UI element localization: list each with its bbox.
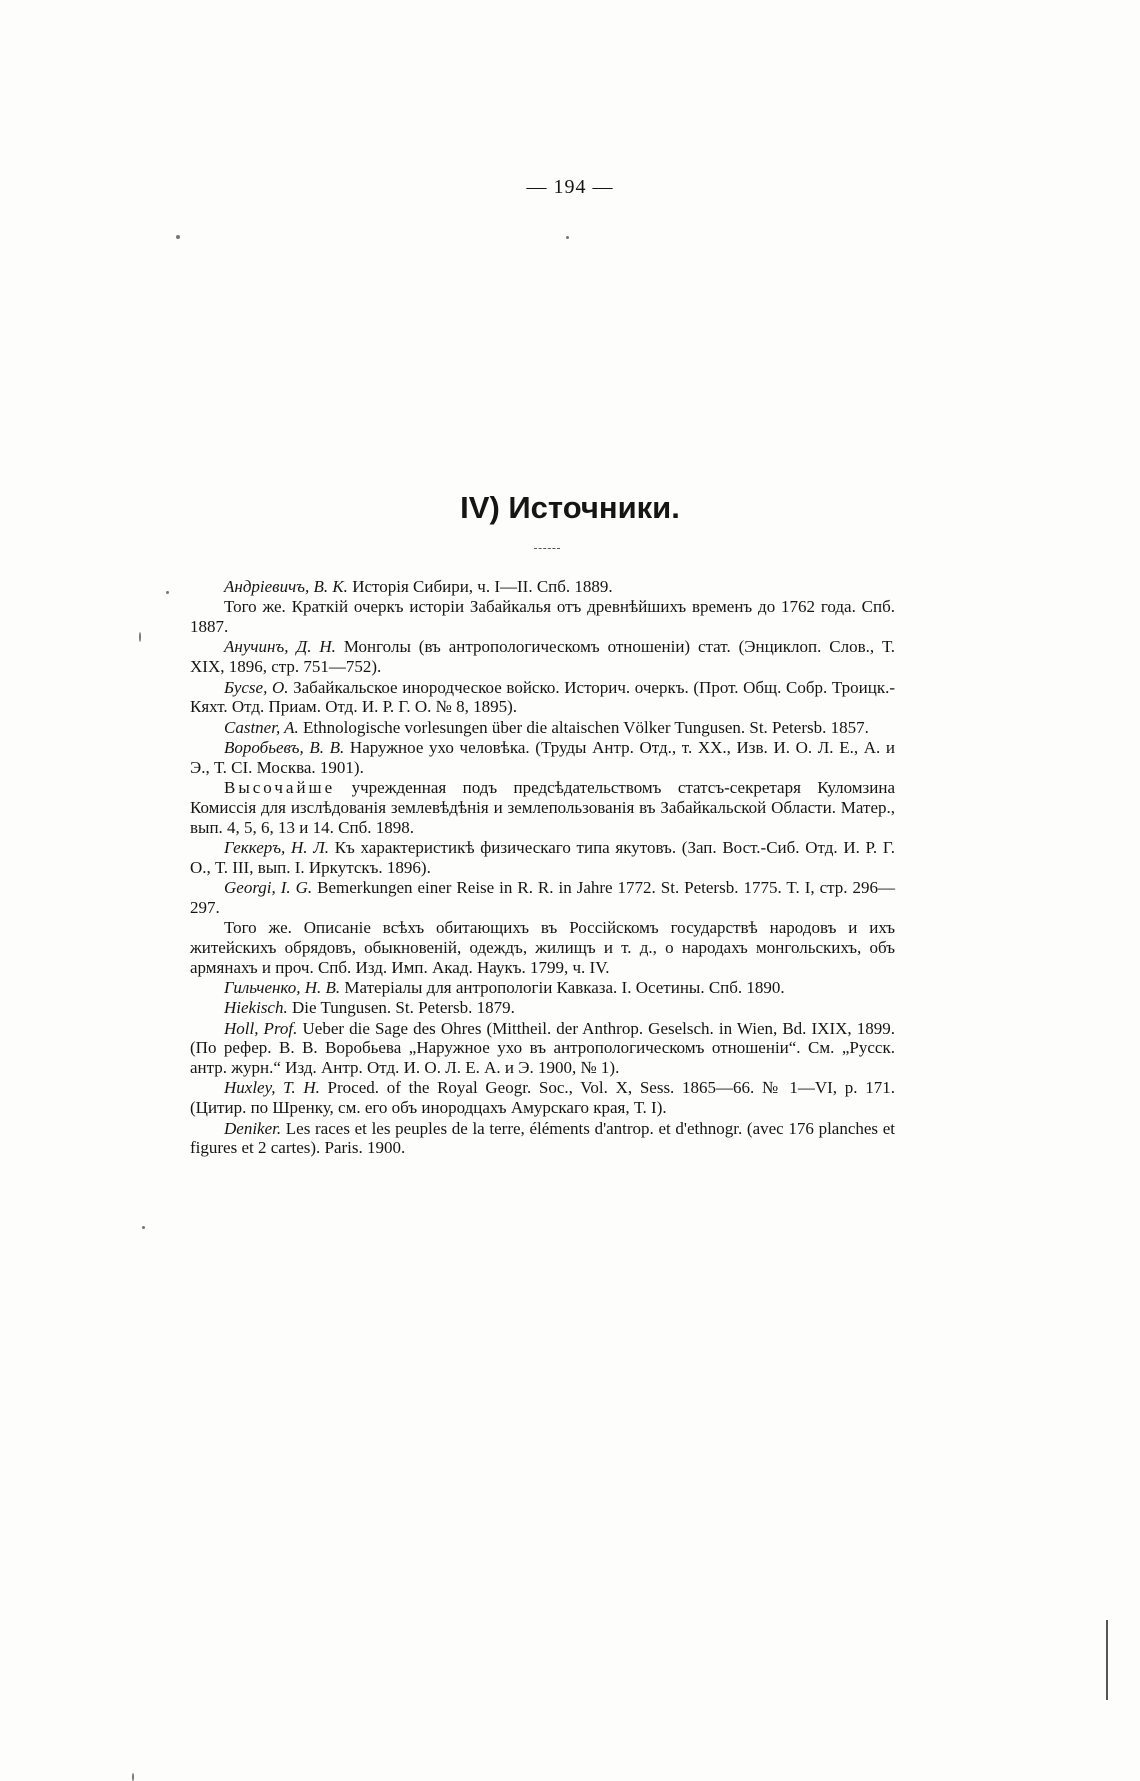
reference-entry [190,577,895,597]
reference-text: Того же. Описаніе всѣхъ обитающихъ въ Россійскомъ государствѣ народовъ и ихъ житейскихъ обрядовъ, обыкновеній, одеждъ, жилищъ и т. д., о народахъ монгольскихъ, объ армянахъ и проч. Спб. Изд. Имп. Акад. Наукъ. 1799, ч. IV. [190,918,895,977]
reference-author: Геккеръ, Н. Л. [224,837,329,857]
scan-speck [566,236,569,239]
reference-text: Матеріалы для антропологіи Кавказа. I. Осетины. Спб. 1890. [340,977,785,997]
scan-speck [132,1773,134,1781]
reference-author: Гильченко, Н. В. [224,977,341,997]
reference-text: Ethnologische vorlesungen über die altaischen Völker Tungusen. St. Petersb. 1857. [298,717,869,737]
reference-entry [190,597,895,637]
reference-entry [190,978,895,998]
reference-entry [190,838,895,878]
reference-entry [190,738,895,778]
reference-author: Анучинъ, Д. Н. [224,637,336,657]
reference-entry [190,1078,895,1118]
reference-author: Воробьевъ, В. В. [224,737,345,757]
page-number: — 194 — [526,176,614,198]
reference-text: Наружное ухо человѣка. (Труды Антр. Отд., т. XX., Изв. И. О. Л. Е., А. и Э., Т. CI. Москва. 1901). [190,737,895,777]
section-title: IV) Источники. [460,490,680,525]
reference-list [190,577,895,1159]
reference-text: Proced. of the Royal Geogr. Soc., Vol. X, Sess. 1865—66. № 1—VI, p. 171. (Цитир. по Шренку, см. его объ инородцахъ Амурскаго края, Т. I). [190,1078,895,1118]
reference-author: Бусse, О. [224,677,289,697]
margin-stroke [1106,1620,1108,1700]
reference-text: учрежденная подъ предсѣдательствомъ статсъ-секретаря Куломзина Комиссія для изслѣдованія землевѣдѣнія и землепользованія въ Забайкальской Области. Матер., вып. 4, 5, 6, 13 и 14. Спб. 1898. [190,778,895,837]
reference-text: Исторія Сибири, ч. I—II. Спб. 1889. [347,577,613,596]
reference-text: Къ характеристикѣ физическаго типа якутовъ. (Зап. Вост.-Сиб. Отд. И. Р. Г. О., Т. III, вып. I. Иркутскъ. 1896). [190,837,895,877]
reference-text: Монголы (въ антропологическомъ отношеніи) стат. (Энциклоп. Слов., Т. XIX, 1896, стр. 751—752). [190,637,895,677]
reference-text: Забайкальское инородческое войско. Историч. очеркъ. (Прот. Общ. Собр. Троицк.-Кяхт. Отд. Приам. Отд. И. Р. Г. О. № 8, 1895). [190,677,895,717]
reference-entry [190,678,895,718]
reference-author: Castner, A. [224,717,299,737]
title-rule [534,548,560,549]
reference-author: Huxley, T. H. [224,1078,320,1098]
reference-text: Того же. Краткій очеркъ исторіи Забайкалья отъ древнѣйшихъ временъ до 1762 года. Спб. 1887. [190,597,895,637]
reference-entry [190,718,895,738]
reference-author: Holl, Prof. [224,1018,298,1038]
reference-text: Les races et les peuples de la terre, éléments d'antrop. et d'ethnogr. (avec 176 planches et figures et 2 cartes). Paris. 1900. [190,1118,895,1158]
scan-speck [142,1226,145,1229]
scan-speck [139,632,141,642]
reference-author: Deniker. [224,1118,282,1138]
reference-author: Андріевичъ, В. К. [224,577,348,596]
reference-entry [190,878,895,918]
reference-text: Die Tungusen. St. Petersb. 1879. [287,998,515,1018]
reference-entry [190,778,895,837]
scan-speck [176,235,180,239]
reference-author: Georgi, I. G. [224,878,313,897]
reference-spaced-word: Высочайше [224,778,336,798]
reference-entry [190,1119,895,1159]
reference-entry [190,998,895,1018]
scan-speck [166,591,169,594]
reference-entry [190,1019,895,1078]
reference-text: Bemerkungen einer Reise in R. R. in Jahre 1772. St. Petersb. 1775. T. I, стр. 296—297. [190,878,895,917]
reference-entry [190,918,895,977]
reference-author: Hiekisch. [224,998,288,1018]
reference-entry [190,637,895,677]
reference-text: Ueber die Sage des Ohres (Mittheil. der Anthrop. Geselsch. in Wien, Bd. IXIX, 1899. (По рефер. В. В. Воробьева „Наружное ухо въ антропологическомъ отношеніи“. См. „Русск. антр. журн.“ Изд. Антр. Отд. И. О. Л. Е. А. и Э. 1900, № 1). [190,1018,895,1078]
